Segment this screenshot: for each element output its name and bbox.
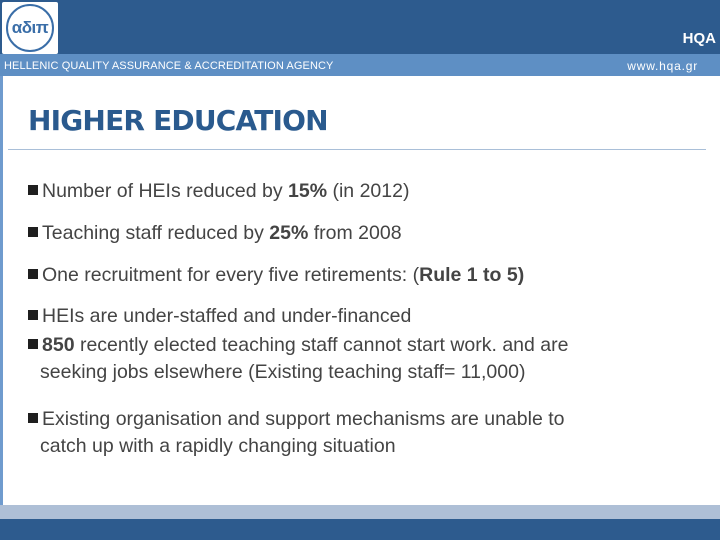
header-bar <box>0 0 720 54</box>
footer-dark-band <box>0 519 720 540</box>
square-bullet-icon <box>28 185 38 195</box>
bullet-item: Existing organisation and support mechanisms are unable to catch up with a rapidly changing situation <box>28 406 708 460</box>
bullet-item: Teaching staff reduced by 25% from 2008 <box>28 220 708 247</box>
agency-logo <box>2 2 58 54</box>
logo-emblem-icon <box>6 4 54 52</box>
bullet-item: One recruitment for every five retirements: (Rule 1 to 5) <box>28 262 708 289</box>
left-accent-line <box>0 76 3 506</box>
bullet-item: 850 recently elected teaching staff cannot start work. and are seeking jobs elsewhere (Existing teaching staff= 11,000) <box>28 332 708 386</box>
logo-lettering: αδιπ <box>11 18 49 37</box>
slide-title: HIGHER EDUCATION <box>28 104 328 137</box>
footer-light-band <box>0 505 720 519</box>
bullet-item: HEIs are under-staffed and under-financed <box>28 303 708 330</box>
org-abbreviation: HQA <box>682 30 716 47</box>
square-bullet-icon <box>28 269 38 279</box>
square-bullet-icon <box>28 413 38 423</box>
square-bullet-icon <box>28 339 38 349</box>
website-link[interactable]: www.hqa.gr <box>627 59 698 73</box>
org-name: HELLENIC QUALITY ASSURANCE & ACCREDITATION AGENCY <box>4 60 334 72</box>
square-bullet-icon <box>28 310 38 320</box>
header-subbar <box>0 54 720 76</box>
bullet-item: Number of HEIs reduced by 15% (in 2012) <box>28 178 708 205</box>
square-bullet-icon <box>28 227 38 237</box>
title-divider <box>8 149 706 150</box>
